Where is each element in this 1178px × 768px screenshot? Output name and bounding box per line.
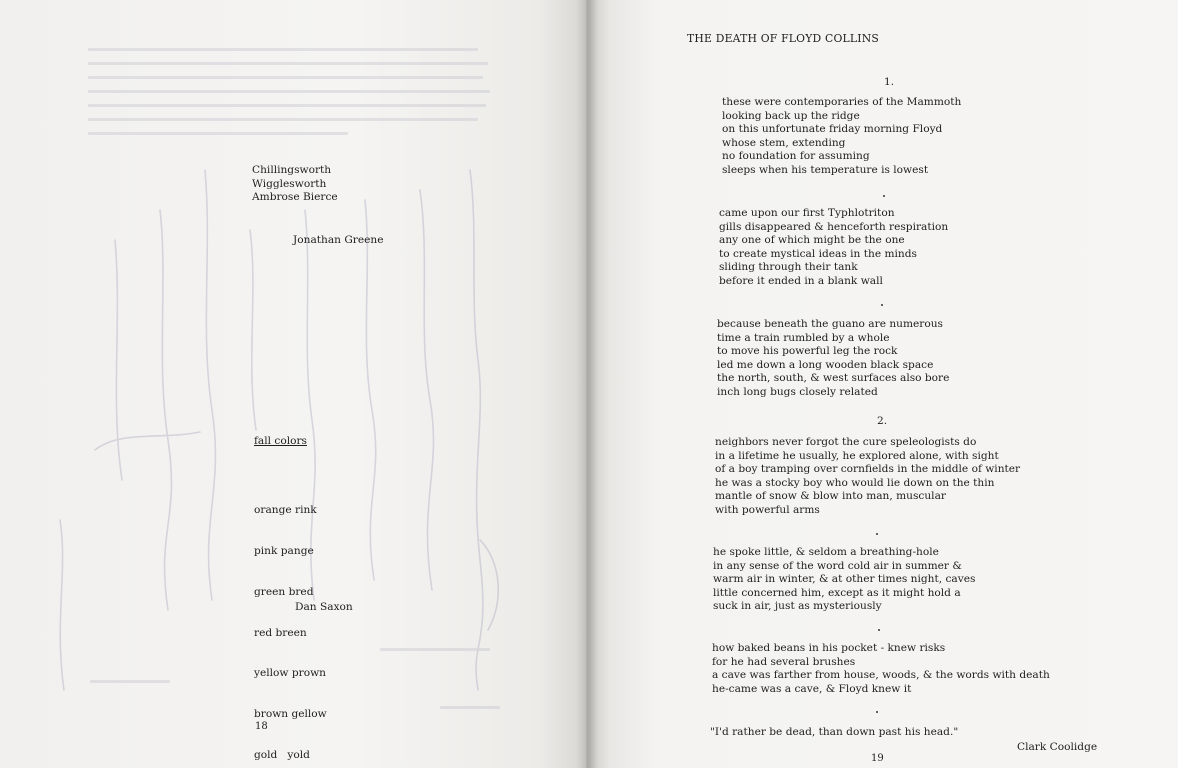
poem-line: he-came was a cave, & Floyd knew it <box>712 682 912 695</box>
poem-line: in a lifetime he usually, he explored alone, with sight <box>715 449 999 462</box>
poem-line: in any sense of the word cold air in summer & <box>713 559 962 572</box>
right-page <box>586 0 1178 768</box>
closing-quote-line: "I'd rather be dead, than down past his head." <box>710 726 959 738</box>
author-jonathan-greene: Jonathan Greene <box>293 234 384 246</box>
stanza-3 <box>717 318 949 400</box>
author-dan-saxon: Dan Saxon <box>295 601 353 613</box>
stanza-separator-dot <box>878 629 880 631</box>
poem-line: orange rink <box>254 504 317 517</box>
poem-title-death-of-floyd-collins: THE DEATH OF FLOYD COLLINS <box>687 32 879 45</box>
poem-line: to create mystical ideas in the minds <box>719 247 917 260</box>
poem-line: neighbors never forgot the cure speleologists do <box>715 436 977 448</box>
poem-line: for he had several brushes <box>712 655 856 668</box>
poem-line: yellow prown <box>254 667 326 680</box>
poem-line: how baked beans in his pocket - knew risks <box>712 642 946 654</box>
poem-line: on this unfortunate friday morning Floyd <box>722 123 943 136</box>
stanza-5 <box>713 546 975 614</box>
poem-line: little concerned him, except as it might hold a <box>713 586 961 599</box>
poem-line: of a boy tramping over cornfields in the middle of winter <box>715 463 1021 476</box>
stanza-2 <box>719 207 948 289</box>
poem-line: led me down a long wooden black space <box>717 358 934 371</box>
poem-line: he spoke little, & seldom a breathing-hole <box>713 546 939 558</box>
poem-line: inch long bugs closely related <box>717 385 878 398</box>
poem-line: red breen <box>254 626 307 639</box>
poem-line: because beneath the guano are numerous <box>717 318 943 330</box>
poem-title-fall-colors: fall colors <box>254 435 307 447</box>
poem-line: these were contemporaries of the Mammoth <box>722 96 962 108</box>
page-number-right: 19 <box>871 753 884 764</box>
poem-line: gills disappeared & henceforth respiration <box>719 220 949 233</box>
page-number-left: 18 <box>255 721 268 732</box>
poem-line: whose stem, extending <box>722 136 846 149</box>
poem-line: came upon our first Typhlotriton <box>719 207 895 219</box>
poem-line: warm air in winter, & at other times night, caves <box>713 573 976 586</box>
poem-line: any one of which might be the one <box>719 234 905 247</box>
stanza-1 <box>722 96 961 178</box>
poem-line: the north, south, & west surfaces also bore <box>717 372 950 385</box>
left-page <box>0 0 586 768</box>
poem-line: before it ended in a blank wall <box>719 274 883 287</box>
poem-line: suck in air, just as mysteriously <box>713 600 882 613</box>
stanza-separator-dot <box>876 711 878 713</box>
name-line: Chillingsworth <box>252 164 332 176</box>
section-number-2: 2. <box>877 415 888 427</box>
stanza-separator-dot <box>881 304 883 306</box>
poem-line: brown gellow <box>254 708 327 721</box>
stanza-4 <box>715 436 1020 518</box>
poem-line: green bred <box>254 585 314 598</box>
name-line: Wigglesworth <box>252 177 327 190</box>
poem-line: gold yold <box>254 748 310 761</box>
poem-line: mantle of snow & blow into man, muscular <box>715 490 946 503</box>
author-clark-coolidge: Clark Coolidge <box>1017 741 1098 753</box>
stanza-separator-dot <box>883 195 885 197</box>
poem-line: he was a stocky boy who would lie down on the thin <box>715 476 995 489</box>
poem-line: looking back up the ridge <box>722 109 860 122</box>
poem-line: a cave was farther from house, woods, & the words with death <box>712 669 1050 682</box>
poem-line: with powerful arms <box>715 503 820 516</box>
poem-line: sleeps when his temperature is lowest <box>722 163 929 176</box>
stanza-separator-dot <box>876 533 878 535</box>
poem-line: sliding through their tank <box>719 261 858 274</box>
section-number-1: 1. <box>884 76 895 88</box>
poem-line: to move his powerful leg the rock <box>717 345 898 358</box>
poem-line: no foundation for assuming <box>722 150 870 163</box>
name-line: Ambrose Bierce <box>252 191 338 204</box>
poem-line: time a train rumbled by a whole <box>717 331 890 344</box>
poem-line: pink pange <box>254 544 314 557</box>
names-list <box>252 164 338 205</box>
stanza-6 <box>712 642 1050 696</box>
